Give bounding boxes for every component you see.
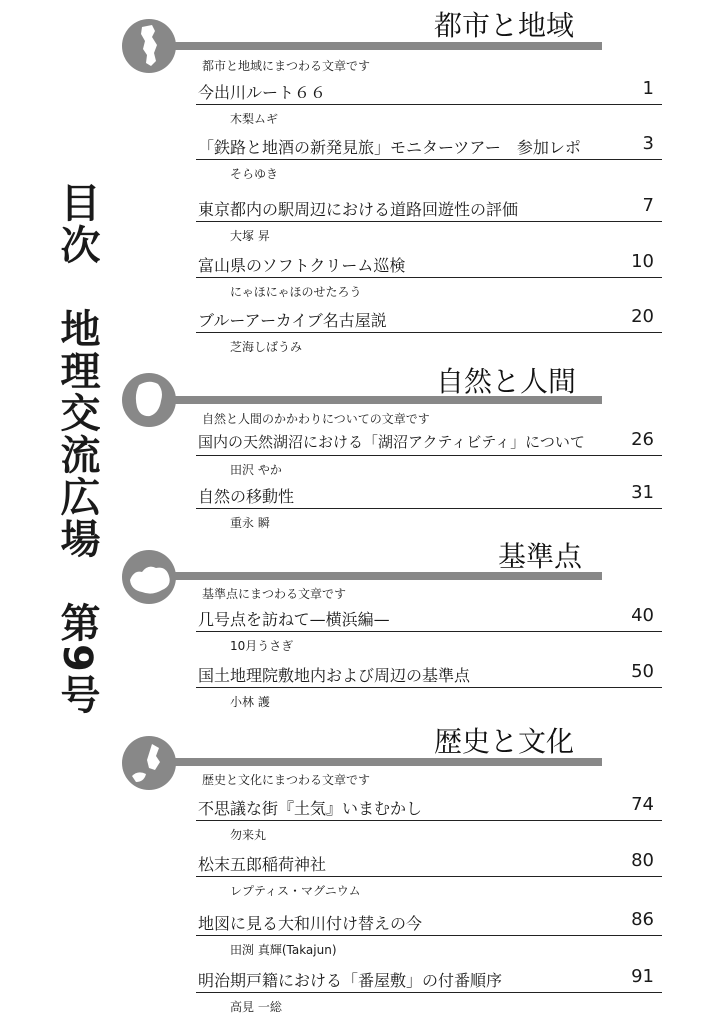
entry-title: ブルーアーカイブ名古屋説 — [198, 311, 387, 330]
entry-title: 富山県のソフトクリーム巡検 — [198, 256, 406, 275]
entry-title: 国内の天然湖沼における「湖沼アクティビティ」について — [198, 433, 585, 451]
entry-page: 40 — [631, 605, 654, 626]
entry-title: 自然の移動性 — [198, 487, 295, 506]
section-title: 都市と地域 — [434, 9, 575, 42]
entry-author: 木梨ムギ — [230, 112, 279, 126]
entry-rule — [196, 935, 662, 936]
entry-title: 不思議な街『土気』いまむかし — [198, 799, 423, 818]
entry-rule — [196, 455, 662, 456]
entry-rule — [196, 221, 662, 222]
entry-rule — [196, 332, 662, 333]
entry-page: 86 — [631, 909, 654, 930]
entry-rule — [196, 820, 662, 821]
entry-author: レプティス・マグニウム — [230, 884, 361, 898]
entry-title: 几号点を訪ねて—横浜編— — [198, 610, 390, 629]
entry-author: 勿来丸 — [230, 828, 267, 842]
entry-page: 91 — [631, 966, 654, 987]
entry-page: 20 — [631, 306, 654, 327]
entry-rule — [196, 159, 662, 160]
entry-page: 26 — [631, 429, 654, 450]
entry-rule — [196, 631, 662, 632]
entry-title: 松末五郎稲荷神社 — [198, 855, 327, 874]
entry-rule — [196, 992, 662, 993]
lake-shape-icon — [122, 373, 176, 427]
entry-page: 80 — [631, 850, 654, 871]
section-title: 基準点 — [498, 540, 583, 573]
entry-page: 31 — [631, 482, 654, 503]
section-title: 歴史と文化 — [434, 725, 575, 758]
archipelago-shape-icon — [122, 736, 176, 790]
entry-author: 芝海しばうみ — [230, 340, 303, 354]
island-shape-icon — [122, 550, 176, 604]
entry-author: そらゆき — [230, 167, 279, 181]
entry-page: 3 — [642, 133, 654, 154]
section-description: 歴史と文化にまつわる文章です — [202, 773, 371, 787]
entry-page: 50 — [631, 661, 654, 682]
entry-page: 10 — [631, 251, 654, 272]
entry-rule — [196, 104, 662, 105]
entry-author: 田渕 真輝(Takajun) — [230, 943, 337, 957]
section-description: 基準点にまつわる文章です — [202, 587, 347, 601]
section-description: 都市と地域にまつわる文章です — [202, 59, 371, 73]
entry-title: 地図に見る大和川付け替えの今 — [198, 914, 423, 933]
entry-page: 1 — [642, 78, 654, 99]
entry-title: 東京都内の駅周辺における道路回遊性の評価 — [198, 200, 519, 219]
entry-author: 高見 一総 — [230, 1000, 282, 1014]
map-region-icon — [122, 19, 176, 73]
entry-rule — [196, 876, 662, 877]
entry-author: 田沢 やか — [230, 463, 282, 477]
entry-page: 74 — [631, 794, 654, 815]
entry-page: 7 — [642, 195, 654, 216]
entry-title: 今出川ルート６６ — [198, 83, 327, 102]
entry-author: にゃほにゃほのせたろう — [230, 285, 362, 299]
entry-rule — [196, 508, 662, 509]
entry-author: 10月うさぎ — [230, 639, 294, 653]
section-title: 自然と人間 — [436, 365, 577, 398]
toc-vertical-title: 目次 地理交流広場 第9号 — [54, 182, 100, 716]
entry-author: 小林 護 — [230, 695, 270, 709]
entry-title: 明治期戸籍における「番屋敷」の付番順序 — [198, 971, 503, 990]
entry-title: 「鉄路と地酒の新発見旅」モニターツアー 参加レポ — [198, 138, 581, 157]
entry-title: 国土地理院敷地内および周辺の基準点 — [198, 666, 471, 685]
entry-author: 大塚 昇 — [230, 229, 270, 243]
section-description: 自然と人間のかかわりについての文章です — [202, 412, 430, 426]
entry-rule — [196, 277, 662, 278]
entry-rule — [196, 687, 662, 688]
entry-author: 重永 瞬 — [230, 516, 270, 530]
